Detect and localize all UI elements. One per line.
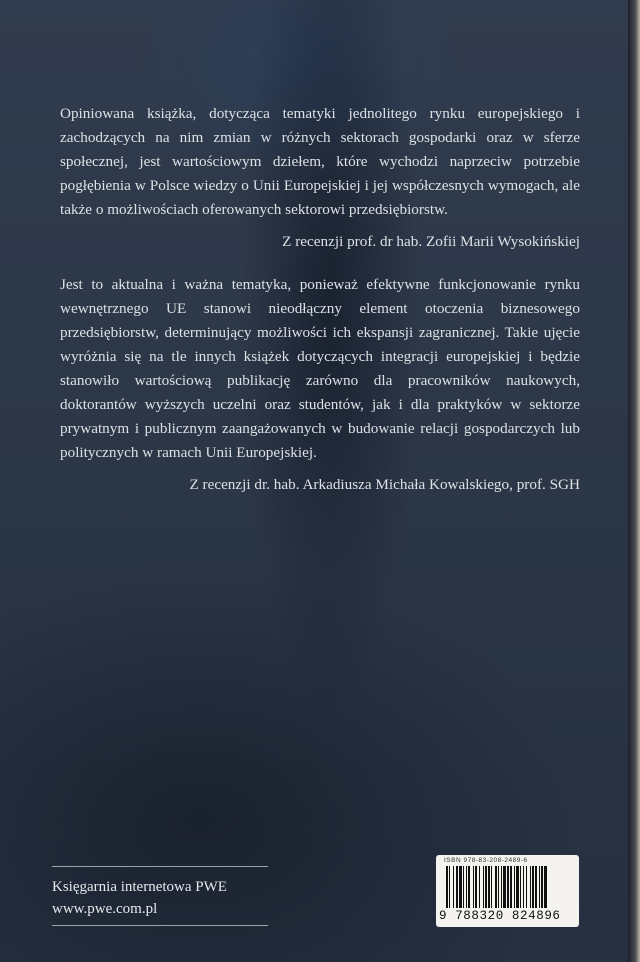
cover-edge	[628, 0, 640, 962]
barcode-bar	[501, 866, 502, 908]
barcode-bar	[520, 866, 521, 908]
barcode-bar	[483, 866, 484, 908]
barcode-bar	[495, 866, 497, 908]
barcode-bar	[544, 866, 547, 908]
barcode-bar	[456, 866, 458, 908]
barcode-bar	[530, 866, 531, 908]
barcode-bar	[459, 866, 462, 908]
review-2	[60, 273, 580, 497]
barcode-bar	[449, 866, 450, 908]
isbn-label: ISBN 978-83-208-2489-6	[444, 857, 528, 864]
barcode-bar	[526, 866, 527, 908]
barcode-bar	[446, 866, 448, 908]
isbn-digits: 9 788320 824896	[439, 909, 561, 923]
barcode-bar	[475, 866, 477, 908]
barcode-bar	[507, 866, 509, 908]
barcode-bar	[539, 866, 540, 908]
review-2-attribution: Z recenzji dr. hab. Arkadiusza Michała Kowalskiego, prof. SGH	[189, 476, 580, 493]
barcode-bar	[535, 866, 537, 908]
barcode-bar	[485, 866, 487, 908]
isbn-barcode	[436, 855, 579, 927]
barcode-bar	[479, 866, 480, 908]
review-2-text: Jest to aktualna i ważna tematyka, ponieważ efektywne funkcjonowanie rynku wewnętrznego UE stanowi nieodłączny element otoczenia biznesowego przedsiębiorstw, determinujący możliwości ich ekspansji zagranicznej. Takie ujęcie wyróżnia się na tle innych książek dotyczących integracji europejskiej i będzie stanowiło wartościową publikację zarówno dla pracowników naukowych, doktorantów wyższych uczelni oraz studentów, jak i dla praktyków w sektorze prywatnym i publicznym zaangażowanych w budowanie relacji gospodarczych lub politycznych w ramach Unii Europejskiej.	[60, 276, 580, 461]
barcode-bar	[491, 866, 492, 908]
barcode-bar	[516, 866, 519, 908]
barcode-bar	[463, 866, 464, 908]
barcode-bar	[514, 866, 515, 908]
barcode-bar	[503, 866, 506, 908]
barcode-bar	[466, 866, 467, 908]
barcode-bar	[473, 866, 474, 908]
barcode-bar	[488, 866, 490, 908]
review-1-attribution: Z recenzji prof. dr hab. Zofii Marii Wysokińskiej	[282, 233, 580, 250]
review-1	[60, 102, 580, 254]
barcode-bars	[446, 866, 570, 908]
footer-divider-top	[52, 866, 268, 867]
store-website[interactable]: www.pwe.com.pl	[52, 901, 158, 917]
barcode-bar	[453, 866, 454, 908]
barcode-bar	[468, 866, 470, 908]
publisher-store	[52, 876, 282, 920]
barcode-bar	[532, 866, 534, 908]
footer-divider-bottom	[52, 925, 268, 926]
review-1-text: Opiniowana książka, dotycząca tematyki jednolitego rynku europejskiego i zachodzących na nim zmian w różnych sektorach gospodarki oraz w sferze społecznej, jest wartościowym dziełem, które wychodzi naprzeciw potrzebie pogłębienia w Polsce wiedzy o Unii Europejskiej i jej współczesnych wymogach, ale także o możliwościach oferowanych sektorowi przedsiębiorstw.	[60, 105, 580, 218]
store-name: Księgarnia internetowa PWE	[52, 879, 227, 895]
barcode-bar	[541, 866, 543, 908]
barcode-bar	[523, 866, 524, 908]
barcode-bar	[498, 866, 499, 908]
barcode-bar	[510, 866, 512, 908]
